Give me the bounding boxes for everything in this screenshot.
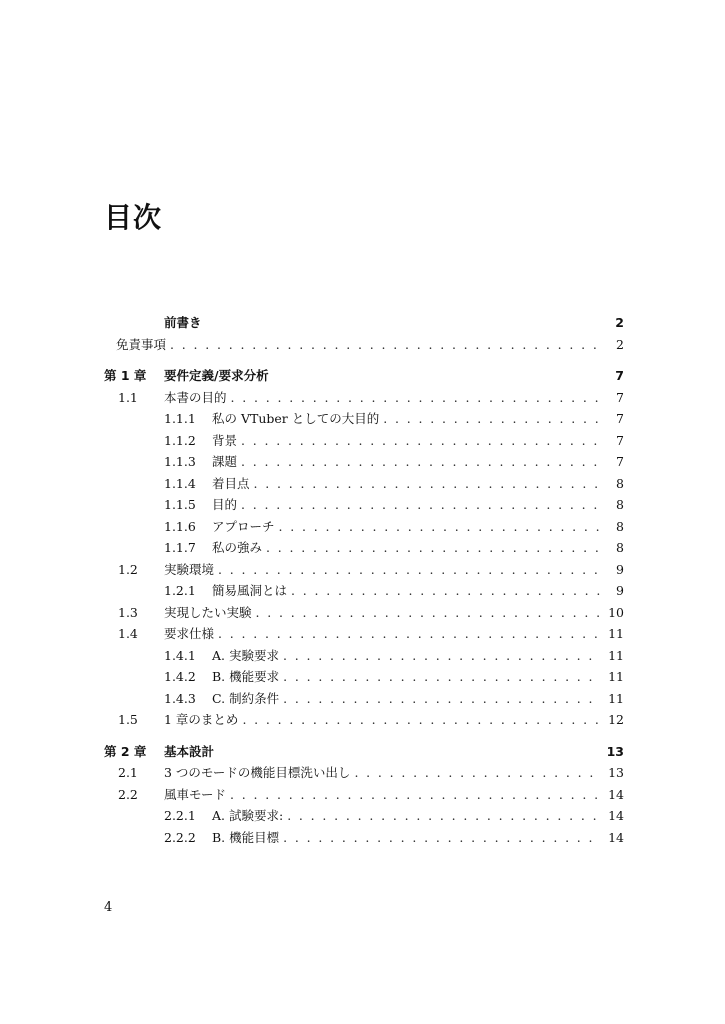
- toc-entry-title: 風車モード: [164, 786, 227, 802]
- toc-entry-number: 2.2: [118, 786, 138, 802]
- toc-entry-number: 第 1 章: [104, 368, 147, 383]
- dot-leader: [242, 709, 600, 731]
- toc-entry[interactable]: [104, 741, 624, 763]
- toc-entry[interactable]: [104, 602, 624, 624]
- toc-entry[interactable]: [104, 580, 624, 602]
- table-of-contents: [104, 312, 624, 848]
- toc-entry-number: 1.1.5: [164, 497, 196, 512]
- toc-entry[interactable]: [104, 494, 624, 516]
- toc-entry-page: 13: [606, 743, 624, 759]
- toc-entry-page: 7: [616, 389, 624, 405]
- toc-entry-title: 簡易風洞とは: [212, 583, 288, 598]
- toc-entry[interactable]: [104, 451, 624, 473]
- dot-leader: [170, 334, 600, 356]
- toc-entry-title: B. 機能要求: [212, 669, 280, 684]
- toc-entry-page: 7: [616, 411, 624, 426]
- toc-entry-page: 7: [616, 454, 624, 469]
- toc-entry-number: 1.2: [118, 561, 138, 577]
- dot-leader: [230, 784, 600, 806]
- toc-entry-title: アプローチ: [212, 518, 275, 534]
- toc-entry-page: 9: [616, 583, 624, 598]
- toc-entry[interactable]: [104, 430, 624, 452]
- toc-entry-title: 実現したい実験: [164, 604, 252, 620]
- dot-leader: [218, 559, 600, 581]
- toc-entry-title: 私の VTuber としての大目的: [212, 411, 380, 426]
- toc-entry-title: 要求仕様: [164, 626, 215, 641]
- toc-entry-number: 1.1: [118, 389, 138, 405]
- toc-entry-number: 2.2.2: [164, 829, 196, 845]
- toc-entry-number: 1.2.1: [164, 583, 196, 598]
- dot-leader: [354, 762, 600, 784]
- toc-entry-page: 8: [616, 475, 624, 491]
- toc-entry-title: 前書き: [164, 315, 202, 330]
- toc-entry[interactable]: [104, 516, 624, 538]
- toc-entry-title: 課題: [212, 454, 238, 469]
- toc-entry-title: A. 試験要求:: [212, 808, 284, 823]
- toc-entry-number: 1.5: [118, 712, 138, 727]
- toc-entry-number: 1.4.3: [164, 690, 196, 706]
- toc-entry-title: 私の強み: [212, 540, 263, 555]
- toc-entry[interactable]: [104, 666, 624, 688]
- toc-entry-title: 目的: [212, 497, 238, 512]
- toc-entry-page: 9: [616, 561, 624, 577]
- toc-entry-page: 12: [608, 712, 624, 727]
- toc-entry-page: 2: [616, 336, 624, 352]
- toc-entry[interactable]: [104, 623, 624, 645]
- toc-entry-number: 1.3: [118, 604, 138, 620]
- toc-entry[interactable]: [104, 537, 624, 559]
- toc-entry[interactable]: [104, 645, 624, 667]
- dot-leader: [266, 537, 600, 559]
- toc-entry-title: 1 章のまとめ: [164, 712, 239, 727]
- dot-leader: [256, 602, 600, 624]
- toc-entry[interactable]: [104, 709, 624, 731]
- toc-entry-title: 本書の目的: [164, 389, 227, 405]
- page-title: 目次: [104, 201, 163, 234]
- toc-entry-page: 8: [616, 540, 624, 555]
- toc-entry[interactable]: [104, 365, 624, 387]
- dot-leader: [283, 645, 600, 667]
- dot-leader: [383, 408, 600, 430]
- dot-leader: [283, 666, 600, 688]
- toc-entry-number: 2.2.1: [164, 808, 196, 823]
- toc-entry[interactable]: [104, 312, 624, 334]
- toc-entry[interactable]: [104, 784, 624, 806]
- toc-entry-number: 1.1.7: [164, 540, 196, 555]
- toc-entry-title: 着目点: [212, 475, 250, 491]
- toc-entry-page: 11: [608, 690, 624, 706]
- toc-entry-title: A. 実験要求: [212, 647, 279, 663]
- toc-entry-number: 1.4.2: [164, 669, 196, 684]
- toc-entry[interactable]: [104, 559, 624, 581]
- toc-entry-title: 実験環境: [164, 561, 215, 577]
- toc-entry-page: 14: [608, 808, 624, 823]
- toc-entry-number: 1.1.6: [164, 518, 196, 534]
- toc-entry-title: B. 機能目標: [212, 829, 280, 845]
- toc-entry[interactable]: [104, 408, 624, 430]
- toc-entry-title: C. 制約条件: [212, 690, 280, 706]
- toc-entry-number: 1.4: [118, 626, 138, 641]
- toc-entry-page: 10: [608, 604, 624, 620]
- dot-leader: [279, 516, 600, 538]
- dot-leader: [231, 387, 600, 409]
- toc-entry-page: 13: [608, 765, 624, 780]
- toc-entry[interactable]: [104, 762, 624, 784]
- toc-entry-title: 要件定義/要求分析: [164, 368, 269, 383]
- dot-leader: [287, 805, 600, 827]
- toc-entry-number: 1.1.3: [164, 454, 196, 469]
- dot-leader: [291, 580, 600, 602]
- toc-entry-page: 11: [608, 669, 624, 684]
- toc-entry-number: 1.4.1: [164, 647, 196, 663]
- toc-entry[interactable]: [104, 473, 624, 495]
- toc-entry-page: 8: [616, 497, 624, 512]
- toc-entry-number: 2.1: [118, 765, 138, 780]
- toc-entry-title: 免責事項: [116, 336, 167, 352]
- toc-entry-page: 11: [608, 626, 624, 641]
- toc-entry[interactable]: [104, 688, 624, 710]
- dot-leader: [218, 623, 600, 645]
- toc-entry[interactable]: [104, 334, 624, 356]
- toc-entry[interactable]: [104, 827, 624, 849]
- dot-leader: [241, 451, 600, 473]
- toc-entry-title: 背景: [212, 432, 238, 448]
- toc-entry[interactable]: [104, 805, 624, 827]
- toc-entry-page: 7: [616, 432, 624, 448]
- toc-entry-page: 8: [616, 518, 624, 534]
- toc-entry-title: 基本設計: [164, 743, 215, 759]
- dot-leader: [254, 473, 600, 495]
- toc-entry-page: 14: [608, 829, 624, 845]
- toc-entry-page: 2: [615, 315, 624, 330]
- dot-leader: [283, 827, 600, 849]
- dot-leader: [241, 430, 600, 452]
- toc-entry-page: 14: [608, 786, 624, 802]
- toc-entry-number: 1.1.4: [164, 475, 196, 491]
- dot-leader: [283, 688, 600, 710]
- toc-entry-number: 1.1.2: [164, 432, 196, 448]
- dot-leader: [241, 494, 600, 516]
- page-number: 4: [104, 900, 113, 915]
- toc-entry-page: 7: [615, 368, 624, 383]
- toc-entry-number: 第 2 章: [104, 743, 147, 759]
- toc-entry-title: 3 つのモードの機能目標洗い出し: [164, 765, 351, 780]
- toc-entry[interactable]: [104, 387, 624, 409]
- toc-entry-page: 11: [608, 647, 624, 663]
- toc-entry-number: 1.1.1: [164, 411, 196, 426]
